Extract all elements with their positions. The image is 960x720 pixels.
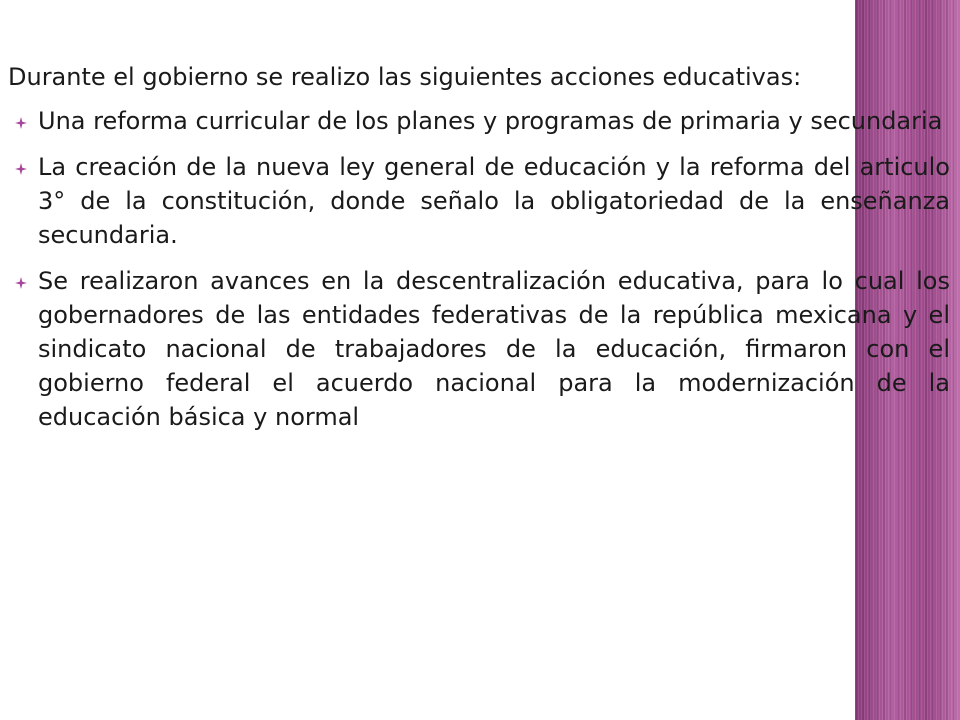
intro-paragraph: Durante el gobierno se realizo las siguientes acciones educativas: — [8, 63, 802, 91]
slide-content — [8, 60, 950, 446]
bullet-text-1: Una reforma curricular de los planes y programas de primaria y secundaria — [38, 107, 943, 135]
bullet-text-3: Se realizaron avances en la descentralización educativa, para lo cual los gobernadores de las entidades federativas de la república mexicana y el sindicato nacional de trabajadores de la educación, firmaron con el gobierno federal el acuerdo nacional para la modernización de la educación básica y normal — [38, 267, 950, 431]
diamond-star-bullet-icon — [15, 163, 27, 175]
bullet-text-2: La creación de la nueva ley general de educación y la reforma del articulo 3° de la constitución, donde señalo la obligatoriedad de la enseñanza secundaria. — [38, 153, 950, 249]
bullet-item-3 — [8, 264, 950, 434]
diamond-star-bullet-icon — [15, 277, 27, 289]
bullet-item-2 — [8, 150, 950, 252]
bullet-list — [8, 104, 950, 434]
bullet-item-1 — [8, 104, 950, 138]
diamond-star-bullet-icon — [15, 117, 27, 129]
